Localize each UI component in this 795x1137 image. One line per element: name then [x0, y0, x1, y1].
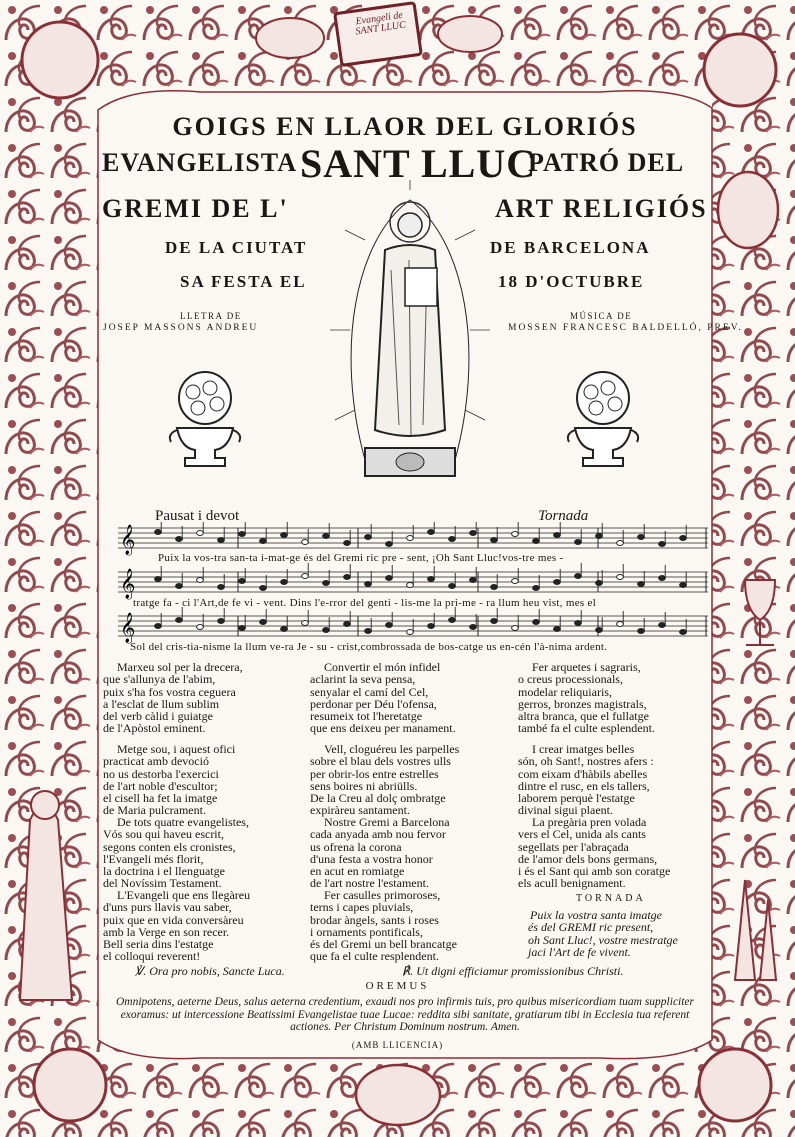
stanza [310, 661, 456, 735]
verse-line: és del Gremi un bell brancatge [310, 937, 457, 952]
note-head [512, 579, 519, 584]
stanza [103, 816, 249, 890]
verse-line: puix que en vida conversàreu [103, 912, 244, 927]
verse-line: Metge sou, i aquest ofici [117, 742, 236, 756]
verse-line: com eixam d'hàbils abelles [518, 766, 648, 781]
note-head [533, 539, 540, 544]
note-head [323, 628, 330, 633]
tornada-line: és del GREMI ric present, [528, 920, 654, 935]
note-head [617, 622, 624, 627]
tempo-marking: Pausat i devot [155, 508, 240, 524]
book-label: Evangeli de SANT LLUC [354, 9, 407, 38]
verse-line: puix s'ha fos vostra ceguera [103, 684, 236, 699]
note-head [428, 624, 435, 629]
note-head [344, 541, 351, 546]
treble-clef-icon: 𝄞 [120, 613, 136, 643]
verse-line: La pregària pren volada [532, 815, 647, 829]
note-head [197, 531, 204, 536]
verse-line: brodar àngels, sants i roses [310, 912, 439, 927]
oremus-heading: OREMUS [365, 980, 430, 992]
note-head [407, 583, 414, 588]
note-head [638, 535, 645, 540]
verse-line: del Novíssim Testament. [103, 876, 222, 891]
title-line-4-left: DE LA CIUTAT [165, 238, 308, 257]
verse-line: per obrir-los entre estrelles [310, 766, 439, 781]
note-head [176, 584, 183, 589]
note-head [470, 531, 477, 536]
verse-line: gerros, bronzes magistrals, [518, 696, 647, 711]
note-head [680, 583, 687, 588]
verse-line: senyalar el camí del Cel, [310, 684, 429, 699]
verse-line: practicat amb devoció [103, 754, 209, 769]
verse-line: segons conten els cronistes, [103, 839, 236, 854]
stanza [310, 743, 459, 817]
note-head [638, 582, 645, 587]
note-head [260, 620, 267, 625]
verse-line: De tots quatre evangelistes, [117, 815, 249, 829]
flower-urn-right [563, 370, 643, 475]
note-head [281, 533, 288, 538]
title-line-1: GOIGS EN LLAOR DEL GLORIÓS [172, 112, 638, 141]
note-head [218, 585, 225, 590]
verse-line: modelar reliquiaris, [518, 684, 612, 699]
verse-line: d'una festa a vostra honor [310, 851, 433, 866]
verse-line: us ofrena la corona [310, 839, 402, 854]
stanza [518, 816, 670, 890]
verse-line: cada anyada amb nou fervor [310, 827, 446, 842]
verse-line: sens boires ni abriülls. [310, 778, 418, 793]
verse-line: Fer arquetes i sagraris, [532, 660, 641, 674]
verse-line: que ens deixeu per manament. [310, 721, 456, 736]
verse-line: i ornaments pontificals, [310, 924, 423, 939]
music-author: MOSSEN FRANCESC BALDELLÓ, PREV. [508, 323, 743, 333]
stanza [103, 743, 235, 817]
note-head [302, 540, 309, 545]
title-line-3-right: ART RELIGIÓS [495, 194, 708, 223]
note-head [218, 538, 225, 543]
verse-line: la doctrina i el llenguatge [103, 864, 225, 879]
verse-line: altra branca, que el fullatge [518, 709, 649, 724]
stanza [310, 889, 457, 963]
note-head [302, 621, 309, 626]
verse-line: Vell, cloguéreu les parpelles [324, 742, 460, 756]
treble-clef-icon: 𝄞 [120, 569, 136, 599]
note-head [365, 582, 372, 587]
note-head [260, 539, 267, 544]
verse-line: dintre el rusc, en els tallers, [518, 778, 650, 793]
verse-line: que fa el culte resplendent. [310, 949, 439, 964]
verse-line: L'Evangeli que ens llegàreu [117, 888, 251, 902]
note-head [155, 577, 162, 582]
note-head [617, 575, 624, 580]
tornada-verse [528, 909, 678, 958]
verse-line: l'Evangeli més florit, [103, 851, 204, 866]
note-head [596, 628, 603, 633]
verse-line: Bell seria dins l'estatge [103, 937, 214, 952]
verse-line: també fa el culte esplendent. [518, 721, 655, 736]
stanza [518, 661, 655, 735]
note-head [323, 581, 330, 586]
verse-line: el colloqui reverent! [103, 949, 201, 964]
lyric-line-1: Puix la vos-tra san-ta i-mat-ge és del Gremi ric pre - sent, ¡Oh Sant Lluc!vos-tre mes - [158, 552, 564, 564]
note-head [428, 530, 435, 535]
note-head [365, 535, 372, 540]
note-head [449, 584, 456, 589]
note-head [302, 574, 309, 579]
note-head [491, 538, 498, 543]
note-head [512, 532, 519, 537]
note-head [533, 620, 540, 625]
note-head [575, 540, 582, 545]
verse-line: terns i capes pluvials, [310, 900, 414, 915]
title-line-3-left: GREMI DE L' [102, 194, 289, 223]
note-head [386, 623, 393, 628]
tornada-line: oh Sant Lluc!, vostre mestratge [528, 932, 678, 947]
note-head [491, 619, 498, 624]
note-head [197, 578, 204, 583]
note-head [449, 618, 456, 623]
verse-line: Nostre Gremi a Barcelona [324, 815, 450, 829]
note-head [176, 537, 183, 542]
note-head [638, 629, 645, 634]
verse-line: de l'art nostre l'estament. [310, 876, 429, 891]
music-staves [118, 522, 710, 652]
verse-line: a l'esclat de llum sublim [103, 696, 220, 711]
lyric-line-3: Sol del cris-tia-nisme la llum ve-ra Je - su - crist,combrossada de bos-catge us en-cén l'à-nima ardent. [130, 641, 608, 653]
note-head [428, 577, 435, 582]
music-label: MÚSICA DE [570, 311, 633, 321]
note-head [659, 623, 666, 628]
note-head [449, 537, 456, 542]
verse-line: del verb càlid i guiatge [103, 709, 213, 724]
note-head [659, 542, 666, 547]
title-line-2-right: PATRÓ DEL [528, 148, 685, 177]
note-head [344, 622, 351, 627]
note-head [596, 534, 603, 539]
note-head [239, 532, 246, 537]
verse-line: divinal sigui plaent. [518, 803, 613, 818]
response: ℟. Ut digni efficiamur promissionibus Christi. [402, 964, 624, 978]
note-head [365, 629, 372, 634]
stanza [103, 889, 250, 963]
note-head [176, 618, 183, 623]
verse-line: resumeix tot l'heretatge [310, 709, 423, 724]
verse-line: Convertir el món infidel [324, 660, 441, 674]
verse-line: laborem perquè l'estatge [518, 791, 635, 806]
note-head [386, 542, 393, 547]
versicle: ℣. Ora pro nobis, Sancte Luca. [135, 964, 285, 978]
title-line-5-left: SA FESTA EL [180, 272, 307, 291]
verse-line: Marxeu sol per la drecera, [117, 660, 243, 674]
note-head [218, 619, 225, 624]
tornada-line: jaci l'Art de fe vivent. [528, 944, 631, 959]
note-head [155, 624, 162, 629]
note-head [554, 533, 561, 538]
verse-line: d'uns purs llavis vau saber, [103, 900, 232, 915]
verse-line: són, oh Sant!, nostres afers : [518, 754, 654, 769]
note-head [260, 586, 267, 591]
note-head [470, 625, 477, 630]
verse-line: Fer casulles primoroses, [324, 888, 441, 902]
title-line-4-right: DE BARCELONA [490, 238, 651, 257]
tornada-heading: TORNADA [576, 893, 646, 904]
verse-line: no us destorba l'exercici [103, 766, 219, 781]
note-head [281, 580, 288, 585]
treble-clef-icon: 𝄞 [120, 525, 136, 555]
verse-line: amb la Verge en son recer. [103, 924, 230, 939]
verse-line: segellats per l'abraçada [518, 839, 629, 854]
note-head [596, 581, 603, 586]
tornada-marking: Tornada [538, 508, 589, 524]
note-head [617, 541, 624, 546]
licence-note: (AMB LLICENCIA) [351, 1040, 444, 1050]
verse-line: expiràreu santament. [310, 803, 410, 818]
lyrics-label: LLETRA DE [180, 311, 242, 321]
stanza [310, 816, 450, 890]
title-line-2-left: EVANGELISTA [102, 148, 297, 177]
note-head [323, 534, 330, 539]
verse-line: que s'allunya de l'abim, [103, 672, 216, 687]
verse-line: el cisell ha fet la imatge [103, 791, 218, 806]
verse-line: aclarint la seva pensa, [310, 672, 416, 687]
note-head [659, 576, 666, 581]
verse-line: de Maria pulcrament. [103, 803, 206, 818]
note-head [575, 574, 582, 579]
tornada-line: Puix la vostra santa imatge [530, 908, 662, 922]
title-line-5-right: 18 D'OCTUBRE [498, 272, 645, 291]
note-head [491, 585, 498, 590]
note-head [386, 576, 393, 581]
lyrics-author: JOSEP MASSONS ANDREU [103, 323, 259, 333]
verse-line: Vós sou qui haveu escrit, [103, 827, 224, 842]
note-head [197, 625, 204, 630]
note-head [575, 621, 582, 626]
oremus-prayer: Omnipotens, aeterne Deus, salus aeterna credentium, exaudi nos pro infirmis tuis, pro quibus misericordiam tuam suppliciter exoramus: ut intercessione Beatissimi Evangelistae tuae Lucae: reddita sibi sanitate, gratiarum tibi in Ecclesia tua referent actiones. Per Christum Dominum nostrum. Amen. [115, 996, 695, 1033]
note-head [155, 530, 162, 535]
verse-line: de l'Apòstol eminent. [103, 721, 206, 736]
verse-line: vers el Cel, unida als cants [518, 827, 646, 842]
note-head [407, 630, 414, 635]
verse-line: i és el Sant qui amb son coratge [518, 864, 671, 879]
note-head [680, 536, 687, 541]
stanza [518, 743, 654, 817]
note-head [512, 626, 519, 631]
note-head [239, 626, 246, 631]
verse-line: en acut en romiatge [310, 864, 405, 879]
verse-line: o creus processionals, [518, 672, 623, 687]
note-head [407, 536, 414, 541]
note-head [554, 627, 561, 632]
verse-line: els acull benignament. [518, 876, 626, 891]
note-head [344, 575, 351, 580]
verse-line: I crear imatges belles [532, 742, 635, 756]
note-head [554, 580, 561, 585]
note-head [533, 586, 540, 591]
verse-line: De la Creu al dolç ombratge [310, 791, 446, 806]
saint-luke-illustration [325, 180, 495, 490]
verse-line: sobre el blau dels vostres ulls [310, 754, 451, 769]
note-head [470, 578, 477, 583]
note-head [239, 579, 246, 584]
lyric-line-2: tratge fa - ci l'Art,de fe vi - vent. Dins l'e-rror del genti - lis-me la pri-me - ra llum heu vist, mes el [133, 597, 597, 609]
verse-line: de l'art noble d'escultor; [103, 778, 218, 793]
note-head [281, 627, 288, 632]
title-sant-lluc: SANT LLUC [300, 141, 537, 186]
verse-line: de l'amor dels bons germans, [518, 851, 658, 866]
flower-urn-left [165, 370, 245, 475]
verse-line: perdonar per Déu l'ofensa, [310, 696, 437, 711]
note-head [680, 630, 687, 635]
stanza [103, 661, 243, 735]
